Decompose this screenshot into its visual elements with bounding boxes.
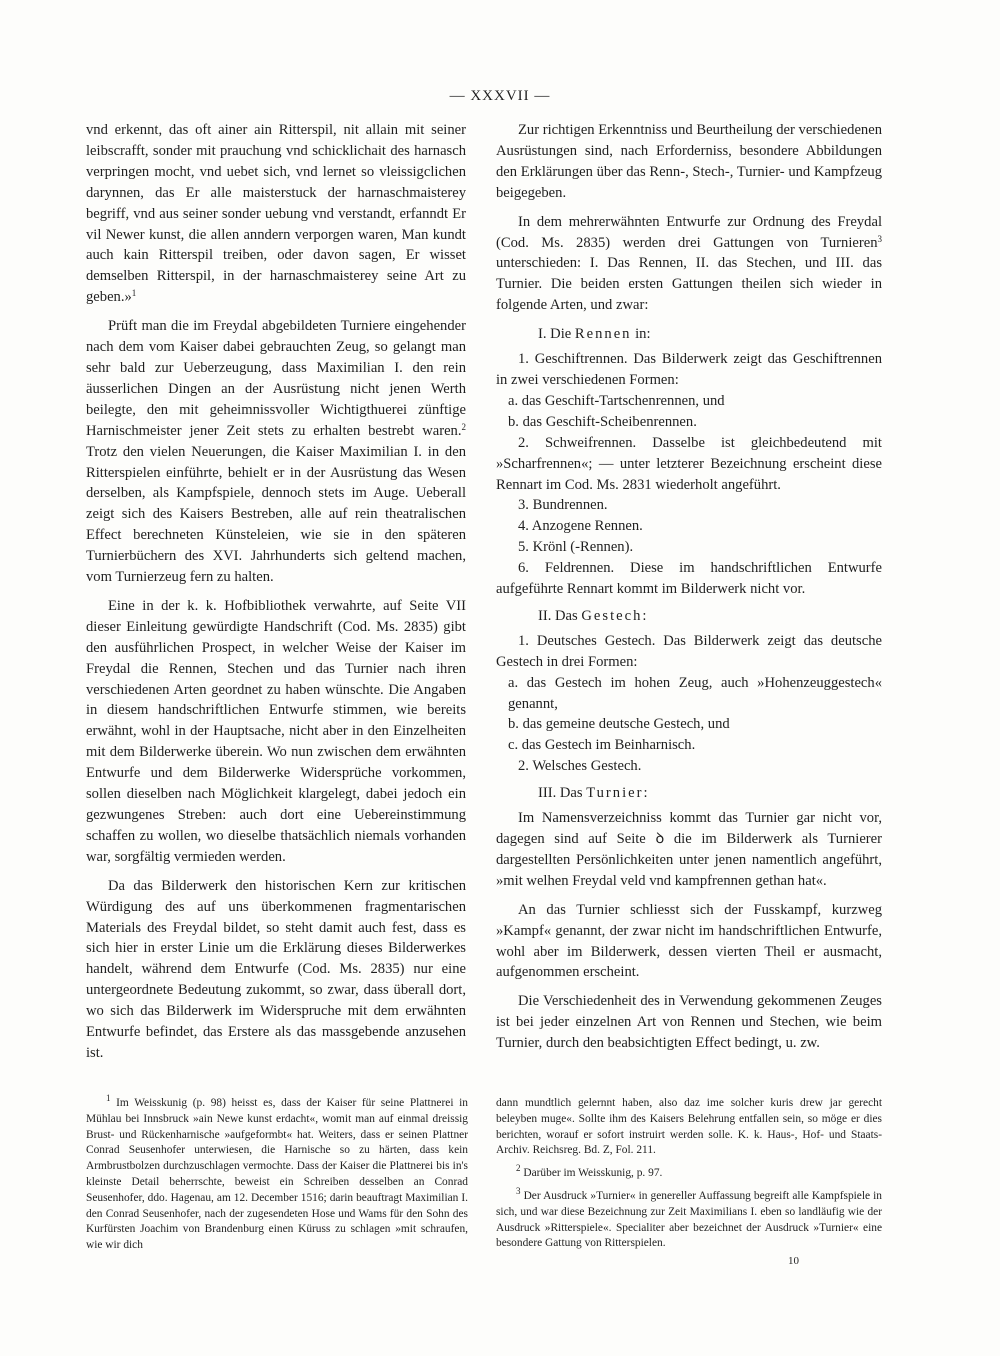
footnote: $^3$ Der Ausdruck »Turnier« in genereller Auffassung begreift alle Kampfspiele in sich, und war diese Bezeichnung zur Zeit Maximilians I. eben so landläufig wie der Ausdruck »Ritterspiele«. Specialiter aber bezeichnet der Ausdruck »Turnier« eine besondere Gattung von Ritterspielen.	[496, 1185, 882, 1250]
paragraph: Im Namensverzeichniss kommt das Turnier gar nicht vor, dagegen sind auf Seite ꝺ die im Bilderwerk als Turnierer dargestellten Persönlichkeiten unter jenen namentlich angeführt, »mit welhen Freydal veld vnd kampfrennen gethan hat«.	[496, 810, 882, 889]
paragraph: Prüft man die im Freydal abgebildeten Turniere eingehender nach dem vom Kaiser dabei gebrauchten Zeug, so gelangt man sehr bald zur Ueberzeugung, dass Maximilian I. den rein äusserlichen Dingen an der Ausrüstung nicht jenen Werth beilegte, den mit geheimnissvoller Wichtigthuerei zünftige Harnischmeister jener Zeit stets zu erhalten bestrebt waren.$^2$ Trotz den vielen Neuerungen, die Kaiser Maximilian I. in den Ritterspielen einführte, behielt er in der Ausrüstung das Wesen derselben, als Kampfspiele, dennoch stets im Auge. Ueberall zeigt sich des Kaisers Bestreben, alle auf rein theatralischen Effect berechneten Künsteleien, wie sie in den späteren Turnierbüchern des XVI. Jahrhunderts sich geltend machen, vom Turnierzeug fern zu halten.	[86, 318, 466, 586]
paragraph: An das Turnier schliesst sich der Fusskampf, kurzweg »Kampf« genannt, der zwar nicht im handschriftlichen Entwurfe, wohl aber im Bilderwerk, dessen vierten Theil er ausmacht, aufgenommen erscheint.	[496, 901, 882, 981]
list-subitem: c. das Gestech im Beinharnisch.	[508, 737, 696, 754]
signature-mark: 10	[788, 1255, 799, 1267]
list-item: 2. Schweifrennen. Dasselbe ist gleichbedeutend mit »Scharfrennen«; — unter letzterer Bezeichnung erscheint diese Rennart im Cod. Ms. 2831 wiederholt angeführt.	[496, 434, 882, 493]
list-subitem: b. das gemeine deutsche Gestech, und	[508, 716, 730, 733]
left-text-column	[86, 120, 466, 1072]
list-item: 1. Deutsches Gestech. Das Bilderwerk zeigt das deutsche Gestech in drei Formen:	[496, 632, 882, 670]
footnote-number: 2	[516, 1163, 521, 1174]
footnote-ref: 2	[461, 421, 466, 432]
list-item: 3. Bundrennen.	[518, 497, 608, 514]
footnote-ref: 3	[877, 233, 882, 244]
section-heading-rennen: I. Die Rennen in:	[538, 326, 651, 343]
list-item: 2. Welsches Gestech.	[518, 758, 642, 775]
paragraph: Da das Bilderwerk den historischen Kern zur kritischen Würdigung des auf uns überkommenen fragmentarischen Materials des Freydal bildet, so steht damit auch fest, dass es sich hier in erster Linie um die Erklärung dieses Bilderwerkes handelt, während dem Entwurfe (Cod. Ms. 2835) nur eine untergeordnete Bedeutung zukommt, so zwar, dass überall dort, wo sich das Bilderwerk im Widerspruche mit dem erwähnten Entwurfe befindet, das Erstere als das massgebende anzusehen ist.	[86, 877, 466, 1061]
footnote-number: 3	[516, 1185, 521, 1196]
list-item: 5. Krönl (-Rennen).	[518, 539, 634, 556]
list-item: 4. Anzogene Rennen.	[518, 518, 643, 535]
paragraph: Die Verschiedenheit des in Verwendung gekommenen Zeuges ist bei jeder einzelnen Art von Rennen und Stechen, wie beim Turnier, durch den beabsichtigten Effect bedingt, u. zw.	[496, 993, 882, 1052]
footnote: $^2$ Darüber im Weisskunig, p. 97.	[516, 1163, 663, 1180]
footnotes-right	[496, 1096, 882, 1259]
list-item: 6. Feldrennen. Diese im handschriftlichen Entwurfe aufgeführte Rennart kommt im Bilderwerk nicht vor.	[496, 560, 882, 598]
list-subitem: b. das Geschift-Scheibenrennen.	[508, 413, 697, 430]
paragraph: Eine in der k. k. Hofbibliothek verwahrte, auf Seite VII dieser Einleitung gewürdigte Handschrift (Cod. Ms. 2835) gibt den ausführlichen Prospect, in welcher Weise der Kaiser im Freydal die Rennen, Stechen und das Turnier nach ihren verschiedenen Arten geordnet zu haben wünschte. Die Angaben in diesem handschriftlichen Entwurfe stimmen, wie bereits erwähnt, wohl in der Hauptsache, nicht aber in den Einzelheiten mit dem Bilderwerke überein. Wo nun zwischen dem erwähnten Entwurfe und dem Bilderwerke Widersprüche vorkommen, sollen dieselben nach Möglichkeit klargelegt, dabei jedoch ein gezwungenes Streben: auch dort eine Uebereinstimmung schaffen zu wollen, wo dieselbe thatsächlich niemals vorhanden war, sorgfältig vermieden werden.	[86, 597, 466, 865]
page-number-header: — XXXVII —	[449, 88, 551, 104]
footnote-ref: 1	[131, 288, 137, 299]
footnote: $^1$ Im Weisskunig (p. 98) heisst es, dass der Kaiser für seine Plattnerei in Mühlau bei Innsbruck »ain Newe kunst erdacht«, womit man auf einmal dreissig Brust- und Rückenharnische »aufgeformbt« hat. Weiters, dass er seinen Plattner Conrad Seusenhofer unterwiesen, die Harnische so zu härten, dass kein Armbrustbolzen durchzuschlagen vermochte. Dass der Kaiser die Plattnerei bis in's kleinste Detail beherrschte, beweist ein Schreiben desselben an Conrad Seusenhofer, ddo. Hagenau, am 12. December 1516; darin beauftragt Maximilian I. den Conrad Seusenhofer, nach der zugesendeten Hose und Wams für den Sohn des Kurfürsten Joachim von Brandenburg einen Küruss zu schlagen »mit schraufen, wie wir dich	[86, 1093, 468, 1252]
list-item: 1. Geschiftrennen. Das Bilderwerk zeigt das Geschiftrennen in zwei verschiedenen Formen:	[496, 351, 882, 388]
section-heading-turnier: III. Das Turnier:	[538, 785, 648, 802]
footnotes-left	[86, 1093, 468, 1261]
paragraph: Zur richtigen Erkenntniss und Beurtheilung der verschiedenen Ausrüstungen sind, nach Erforderniss, besondere Abbildungen den Erklärungen über das Renn-, Stech-, Turnier- und Kampfzeug beigegeben.	[496, 122, 882, 201]
footnote-number: 1	[106, 1093, 111, 1103]
section-heading-gestech: II. Das Gestech:	[538, 607, 647, 624]
list-subitem: a. das Gestech im hohen Zeug, auch »Hohenzeuggestech« genannt,	[508, 674, 882, 712]
paragraph: vnd erkennt, das oft ainer ain Ritterspil, nit allain mit seiner leibscrafft, sonder mit prauchung vnd schicklichait des harnasch verpringen mocht, vnd uebet sich, vnd lernet so vleissigclichen darynnen, das Er alle maisterstuck der harnaschmaisterey begriff, vnd aus seiner sonder uebung vnd verstandt, erfanndt Er vil Newer kunst, die allen anndern verporgen waren, Man kundt auch kain Ritterspil treiben, oder davon sagen, Er wisset demselben Ritterspil, in der harnaschmaisterey seine Art zu geben.»$^1$	[86, 122, 466, 306]
footnote-continuation: dann mundtlich gelernnt haben, also daz ime solcher kuris drew jar gerecht beleyben muge«. Sollte ihm des Kaisers Belehrung entfallen sein, so möge er dies berichten, worauf er sofort instruirt werden solle. K. k. Haus-, Hof- und Staats-Archiv. Reichsreg. Bd. Z, Fol. 211.	[496, 1097, 882, 1157]
paragraph: In dem mehrerwähnten Entwurfe zur Ordnung des Freydal (Cod. Ms. 2835) werden drei Gattungen von Turnieren$^3$ unterschieden: I. Das Rennen, II. das Stechen, und III. das Turnier. Die beiden ersten Gattungen theilen sich wieder in folgende Arten, und zwar:	[496, 213, 882, 314]
right-text-column	[496, 120, 882, 1062]
list-subitem: a. das Geschift-Tartschenrennen, und	[508, 392, 725, 409]
